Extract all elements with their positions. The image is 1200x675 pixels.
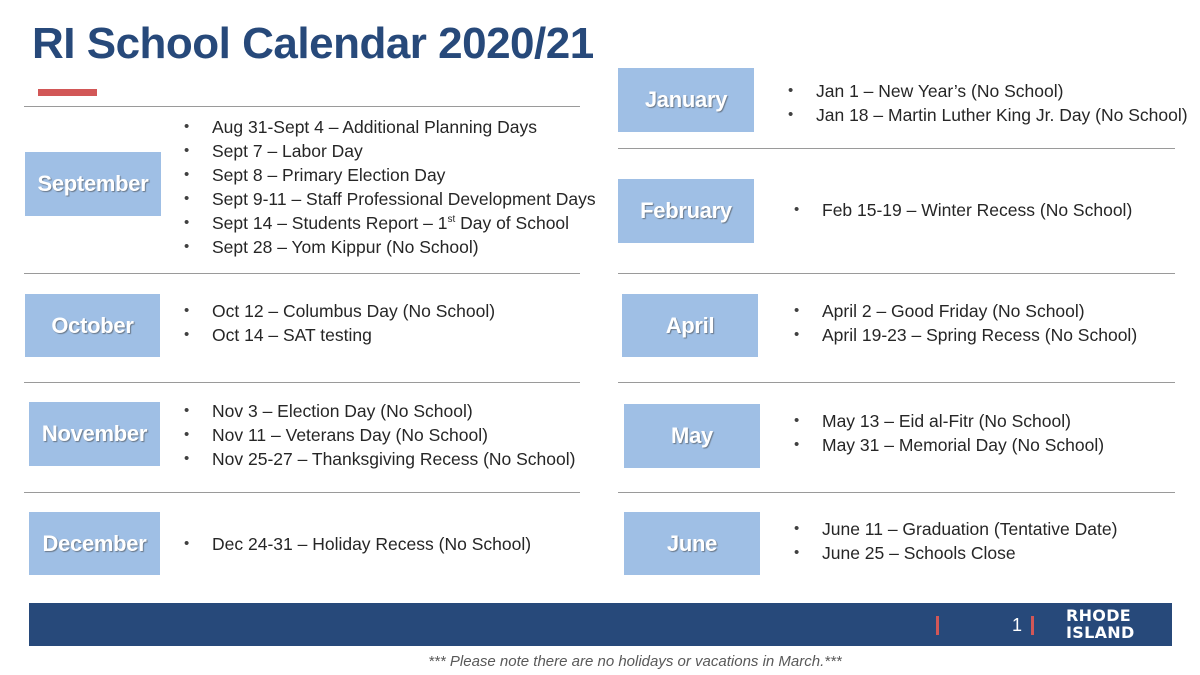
ordinal-suffix: st <box>447 214 456 226</box>
list-item: • Sept 8 – Primary Election Day <box>184 163 596 187</box>
january-events <box>788 79 1188 127</box>
list-item: • Nov 11 – Veterans Day (No School) <box>184 423 575 447</box>
list-item: • April 19-23 – Spring Recess (No School) <box>794 323 1137 347</box>
event-text: Day of School <box>455 213 570 233</box>
june-events <box>794 517 1117 565</box>
list-item: • Jan 18 – Martin Luther King Jr. Day (No School) <box>788 103 1188 127</box>
divider <box>24 273 580 274</box>
list-item: • Sept 9-11 – Staff Professional Development Days <box>184 187 596 211</box>
list-item: • Aug 31-Sept 4 – Additional Planning Days <box>184 115 596 139</box>
list-item <box>184 211 596 235</box>
rhode-island-logo <box>1066 607 1170 641</box>
page-number: 1 <box>1011 615 1022 635</box>
divider <box>618 382 1175 383</box>
december-events <box>184 532 531 556</box>
month-label-september: September <box>25 152 161 216</box>
footer-bar <box>29 603 1172 646</box>
list-item: • Oct 14 – SAT testing <box>184 323 495 347</box>
february-events <box>794 198 1132 222</box>
title-accent-bar <box>38 89 97 96</box>
list-item: • Sept 28 – Yom Kippur (No School) <box>184 235 596 259</box>
divider <box>618 148 1175 149</box>
footer-divider-mark <box>936 616 939 635</box>
list-item: • Nov 3 – Election Day (No School) <box>184 399 575 423</box>
month-label-february: February <box>618 179 754 243</box>
list-item: • June 11 – Graduation (Tentative Date) <box>794 517 1117 541</box>
may-events <box>794 409 1104 457</box>
divider <box>24 106 580 107</box>
september-events <box>184 115 596 259</box>
list-item: • Feb 15-19 – Winter Recess (No School) <box>794 198 1132 222</box>
divider <box>24 382 580 383</box>
list-item: • Oct 12 – Columbus Day (No School) <box>184 299 495 323</box>
divider <box>24 492 580 493</box>
logo-line: ISLAND <box>1066 623 1135 642</box>
list-item: • May 31 – Memorial Day (No School) <box>794 433 1104 457</box>
october-events <box>184 299 495 347</box>
list-item: • June 25 – Schools Close <box>794 541 1117 565</box>
month-label-june: June <box>624 512 760 575</box>
list-item: • Sept 7 – Labor Day <box>184 139 596 163</box>
footer-divider-mark <box>1031 616 1034 635</box>
logo-line: RHODE <box>1066 606 1132 625</box>
list-item: • April 2 – Good Friday (No School) <box>794 299 1137 323</box>
month-label-december: December <box>29 512 160 575</box>
march-note: *** Please note there are no holidays or vacations in March.*** <box>428 653 842 670</box>
list-item: • Jan 1 – New Year’s (No School) <box>788 79 1188 103</box>
divider <box>618 492 1175 493</box>
month-label-january: January <box>618 68 754 132</box>
list-item: • May 13 – Eid al-Fitr (No School) <box>794 409 1104 433</box>
month-label-may: May <box>624 404 760 468</box>
event-text: Sept 14 – Students Report – 1 <box>212 213 448 233</box>
divider <box>618 273 1175 274</box>
november-events <box>184 399 575 471</box>
list-item: • Dec 24-31 – Holiday Recess (No School) <box>184 532 531 556</box>
list-item: • Nov 25-27 – Thanksgiving Recess (No School) <box>184 447 575 471</box>
april-events <box>794 299 1137 347</box>
month-label-october: October <box>25 294 160 357</box>
page-title: RI School Calendar 2020/21 <box>32 19 594 68</box>
month-label-april: April <box>622 294 758 357</box>
month-label-november: November <box>29 402 160 466</box>
